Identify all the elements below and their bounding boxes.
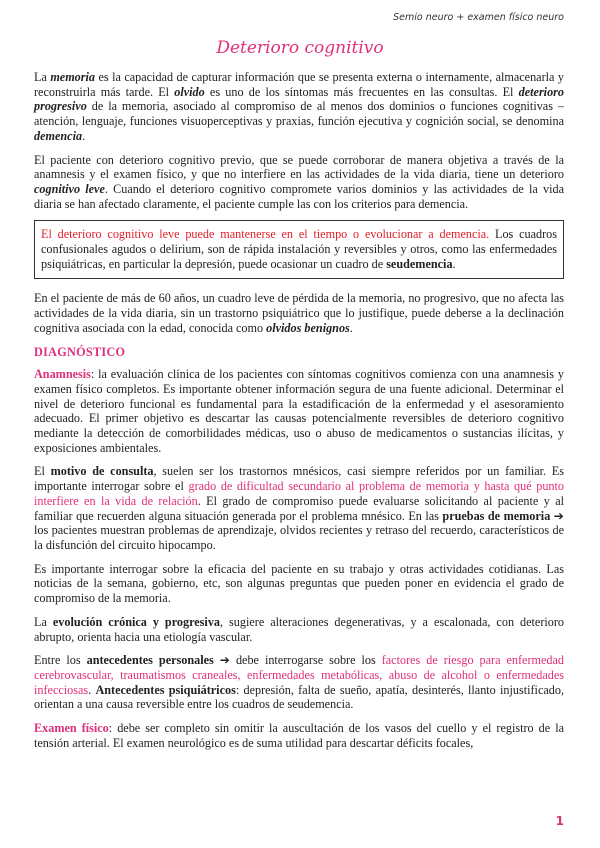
paragraph-antecedentes <box>34 653 564 712</box>
section-heading-diagnostico: DIAGNÓSTICO <box>34 344 126 359</box>
paragraph-motivo-consulta <box>34 464 564 552</box>
text: es la capacidad de capturar información que se presenta externa o internamente, almacenarla y reconstruirla más tarde. El <box>34 70 564 99</box>
callout-box <box>34 220 564 279</box>
text: de la memoria, asociado al compromiso de al menos dos dominios o funciones cognitivas – atención, lenguaje, funciones visuoperceptivas y praxias, función ejecutiva y cognición social, se denomina <box>34 99 564 129</box>
paragraph-cognitivo-leve <box>34 153 564 212</box>
term-seudemencia: seudemencia <box>386 256 453 271</box>
text: El <box>34 464 51 479</box>
term-antecedentes-psiquiatricos: Antecedentes psiquiátricos <box>95 682 236 697</box>
text: Los cuadros confusionales agudos o delirium, son de rápida instalación y reversibles y otros, como las enfermedades psiquiátricas, en particular la depresión, puede ocasionar un cuadro de <box>41 227 557 271</box>
text: Es importante interrogar sobre la eficacia del paciente en su trabajo y otras actividades cotidianas. Las noticias de la semana, gobierno, etc, son algunas preguntas que pueden poner en evidencia el grado de compromiso de la memoria. <box>34 561 564 606</box>
text: . Cuando el deterioro cognitivo compromete varios dominios y las actividades de la vida diaria se han afectado claramente, el paciente cumple las con los criterios para demencia. <box>34 181 564 211</box>
arrow-icon: ➔ <box>213 653 236 668</box>
text: : depresión, falta de sueño, apatía, desinterés, llanto injustificado, orientan a una causa reversible entre los cuadros de seudemencia. <box>34 682 564 712</box>
text: La <box>34 614 53 629</box>
term-deterioro-progresivo: deterioro progresivo <box>34 84 564 114</box>
paragraph-olvidos-benignos <box>34 291 564 335</box>
page-number: 1 <box>555 814 564 828</box>
text: La <box>34 70 51 84</box>
term-olvido: olvido <box>174 84 205 99</box>
paragraph-memoria <box>34 70 564 144</box>
text: En el paciente de más de 60 años, un cuadro leve de pérdida de la memoria, no progresivo, que no afecta las actividades de la vida diaria, sin un trastorno psiquiátrico que lo justifique, puede deberse a la declinación cognitiva asociada con la edad, conocida como <box>34 291 564 335</box>
paragraph-examen-fisico <box>34 721 564 750</box>
text: , sugiere alteraciones degenerativas, y a escalonada, con deterioro abrupto, orienta hacia una etiología vascular. <box>34 614 565 644</box>
text: : la evaluación clínica de los pacientes con síntomas cognitivos comienza con una anamnesis y examen físico completos. Es importante obtener información segura de una fuente adicional. Determinar el nivel de deterioro funcional es fundamental para la estadificación de la enfermedad y el asesoramiento adecuado. El primer objetivo es descartar las causas potencialmente reversibles de deterioro cognitivo mediante la detección de comorbilidades médicas, uso o abuso de medicamentos o sustancias ilícitas, y exposiciones ambientales. <box>34 367 564 455</box>
text: . <box>452 256 456 271</box>
text: : debe ser completo sin omitir la auscultación de los vasos del cuello y el registro de la tensión arterial. El examen neurológico es de suma utilidad para descartar déficits focales, <box>34 721 565 750</box>
text: , suelen ser los trastornos mnésicos, casi siempre referidos por un familiar. Es importante interrogar sobre el <box>34 464 564 494</box>
term-pruebas-memoria: pruebas de memoria <box>442 508 551 523</box>
text: es uno de los síntomas más frecuentes en las consultas. El <box>204 84 519 99</box>
text: El paciente con deterioro cognitivo previo, que se puede corroborar de manera objetiva a través de la anamnesis y el examen físico, y que no interfiere en las actividades de la vida diaria, tiene un deterioro <box>34 152 564 182</box>
lead-examen-fisico: Examen físico <box>34 721 109 736</box>
text: debe interrogarse sobre los <box>235 653 382 668</box>
paragraph-anamnesis <box>34 367 564 455</box>
highlight-text: factores de riesgo para enfermedad cerebrovascular, traumatismos craneales, enfermedades metabólicas, abuso de alcohol o enfermedades infecciosas <box>34 653 564 697</box>
document-body <box>34 70 564 759</box>
paragraph-evolucion <box>34 615 564 644</box>
text: . <box>349 320 353 335</box>
highlight-text: grado de dificultad secundario al problema de memoria y hasta qué punto interfiere en la vida de relación <box>34 479 564 508</box>
text: Entre los <box>34 653 87 668</box>
term-antecedentes-personales: antecedentes personales <box>86 653 214 668</box>
term-memoria: memoria <box>50 70 95 84</box>
lead-anamnesis: Anamnesis <box>34 367 91 382</box>
text: . <box>88 682 96 697</box>
term-demencia: demencia <box>34 128 83 143</box>
header-note: Semio neuro + examen físico neuro <box>393 12 564 23</box>
term-cognitivo-leve: cognitivo leve <box>34 181 105 196</box>
callout-highlight: El deterioro cognitivo leve puede mantenerse en el tiempo o evolucionar a demencia. <box>41 227 490 242</box>
term-evolucion: evolución crónica y progresiva <box>52 614 221 629</box>
paragraph-eficacia <box>34 562 564 606</box>
term-olvidos-benignos: olvidos benignos <box>266 320 350 335</box>
text: . <box>82 128 86 143</box>
term-motivo-consulta: motivo de consulta <box>50 464 154 479</box>
page-title: Deterioro cognitivo <box>216 38 384 58</box>
text: los pacientes muestran problemas de aprendizaje, olvidos recientes y retraso del recuerdo, característicos de la disfunción del circuito hipocampo. <box>34 523 564 552</box>
text: . El grado de compromiso puede evaluarse solicitando al paciente y al familiar que recuerden alguna situación generada por el problema mnésico. En las <box>34 493 565 523</box>
arrow-icon: ➔ <box>550 508 565 523</box>
